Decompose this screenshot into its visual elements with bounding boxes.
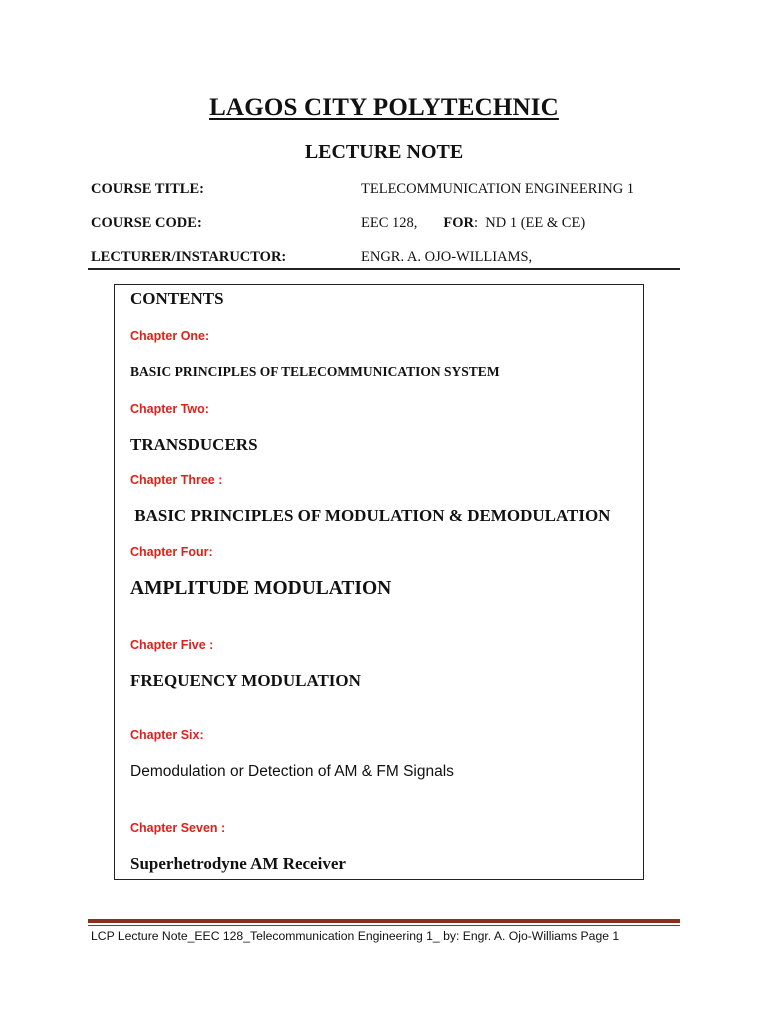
chapter-five-label: Chapter Five : (130, 638, 214, 652)
chapter-three-title: BASIC PRINCIPLES OF MODULATION & DEMODULATION (130, 506, 611, 525)
chapter-five-title: FREQUENCY MODULATION (130, 671, 361, 690)
chapter-six-label: Chapter Six: (130, 728, 204, 742)
chapter-one-title: BASIC PRINCIPLES OF TELECOMMUNICATION SYSTEM (130, 364, 500, 379)
chapter-four-label: Chapter Four: (130, 545, 213, 559)
course-code-value: EEC 128, (361, 215, 418, 231)
for-label: FOR (443, 215, 474, 231)
chapter-six-title: Demodulation or Detection of AM & FM Signals (130, 763, 454, 780)
course-code-row (361, 215, 585, 232)
footer-divider-thick (88, 919, 680, 923)
course-title-value: TELECOMMUNICATION ENGINEERING 1 (361, 181, 635, 197)
chapter-four-title: AMPLITUDE MODULATION (130, 578, 392, 599)
chapter-two-title: TRANSDUCERS (130, 435, 258, 454)
footer-divider-thin (88, 925, 680, 926)
chapter-three-label: Chapter Three : (130, 473, 223, 487)
institution-name: LAGOS CITY POLYTECHNIC (209, 94, 559, 121)
footer-text: LCP Lecture Note_EEC 128_Telecommunication Engineering 1_ by: Engr. A. Ojo-Williams Page 1 (91, 929, 620, 943)
lecturer-value: ENGR. A. OJO-WILLIAMS, (361, 249, 533, 265)
contents-heading: CONTENTS (130, 289, 224, 308)
chapter-one-label: Chapter One: (130, 329, 210, 343)
lecturer-label: LECTURER/INSTARUCTOR: (91, 249, 287, 265)
chapter-seven-label: Chapter Seven : (130, 821, 226, 835)
header-divider (88, 268, 680, 270)
course-title-label: COURSE TITLE: (91, 181, 204, 197)
chapter-two-label: Chapter Two: (130, 402, 209, 416)
chapter-seven-title: Superhetrodyne AM Receiver (130, 854, 346, 873)
course-code-label: COURSE CODE: (91, 215, 202, 231)
for-value: : ND 1 (EE & CE) (474, 215, 586, 231)
document-type: LECTURE NOTE (304, 141, 464, 163)
